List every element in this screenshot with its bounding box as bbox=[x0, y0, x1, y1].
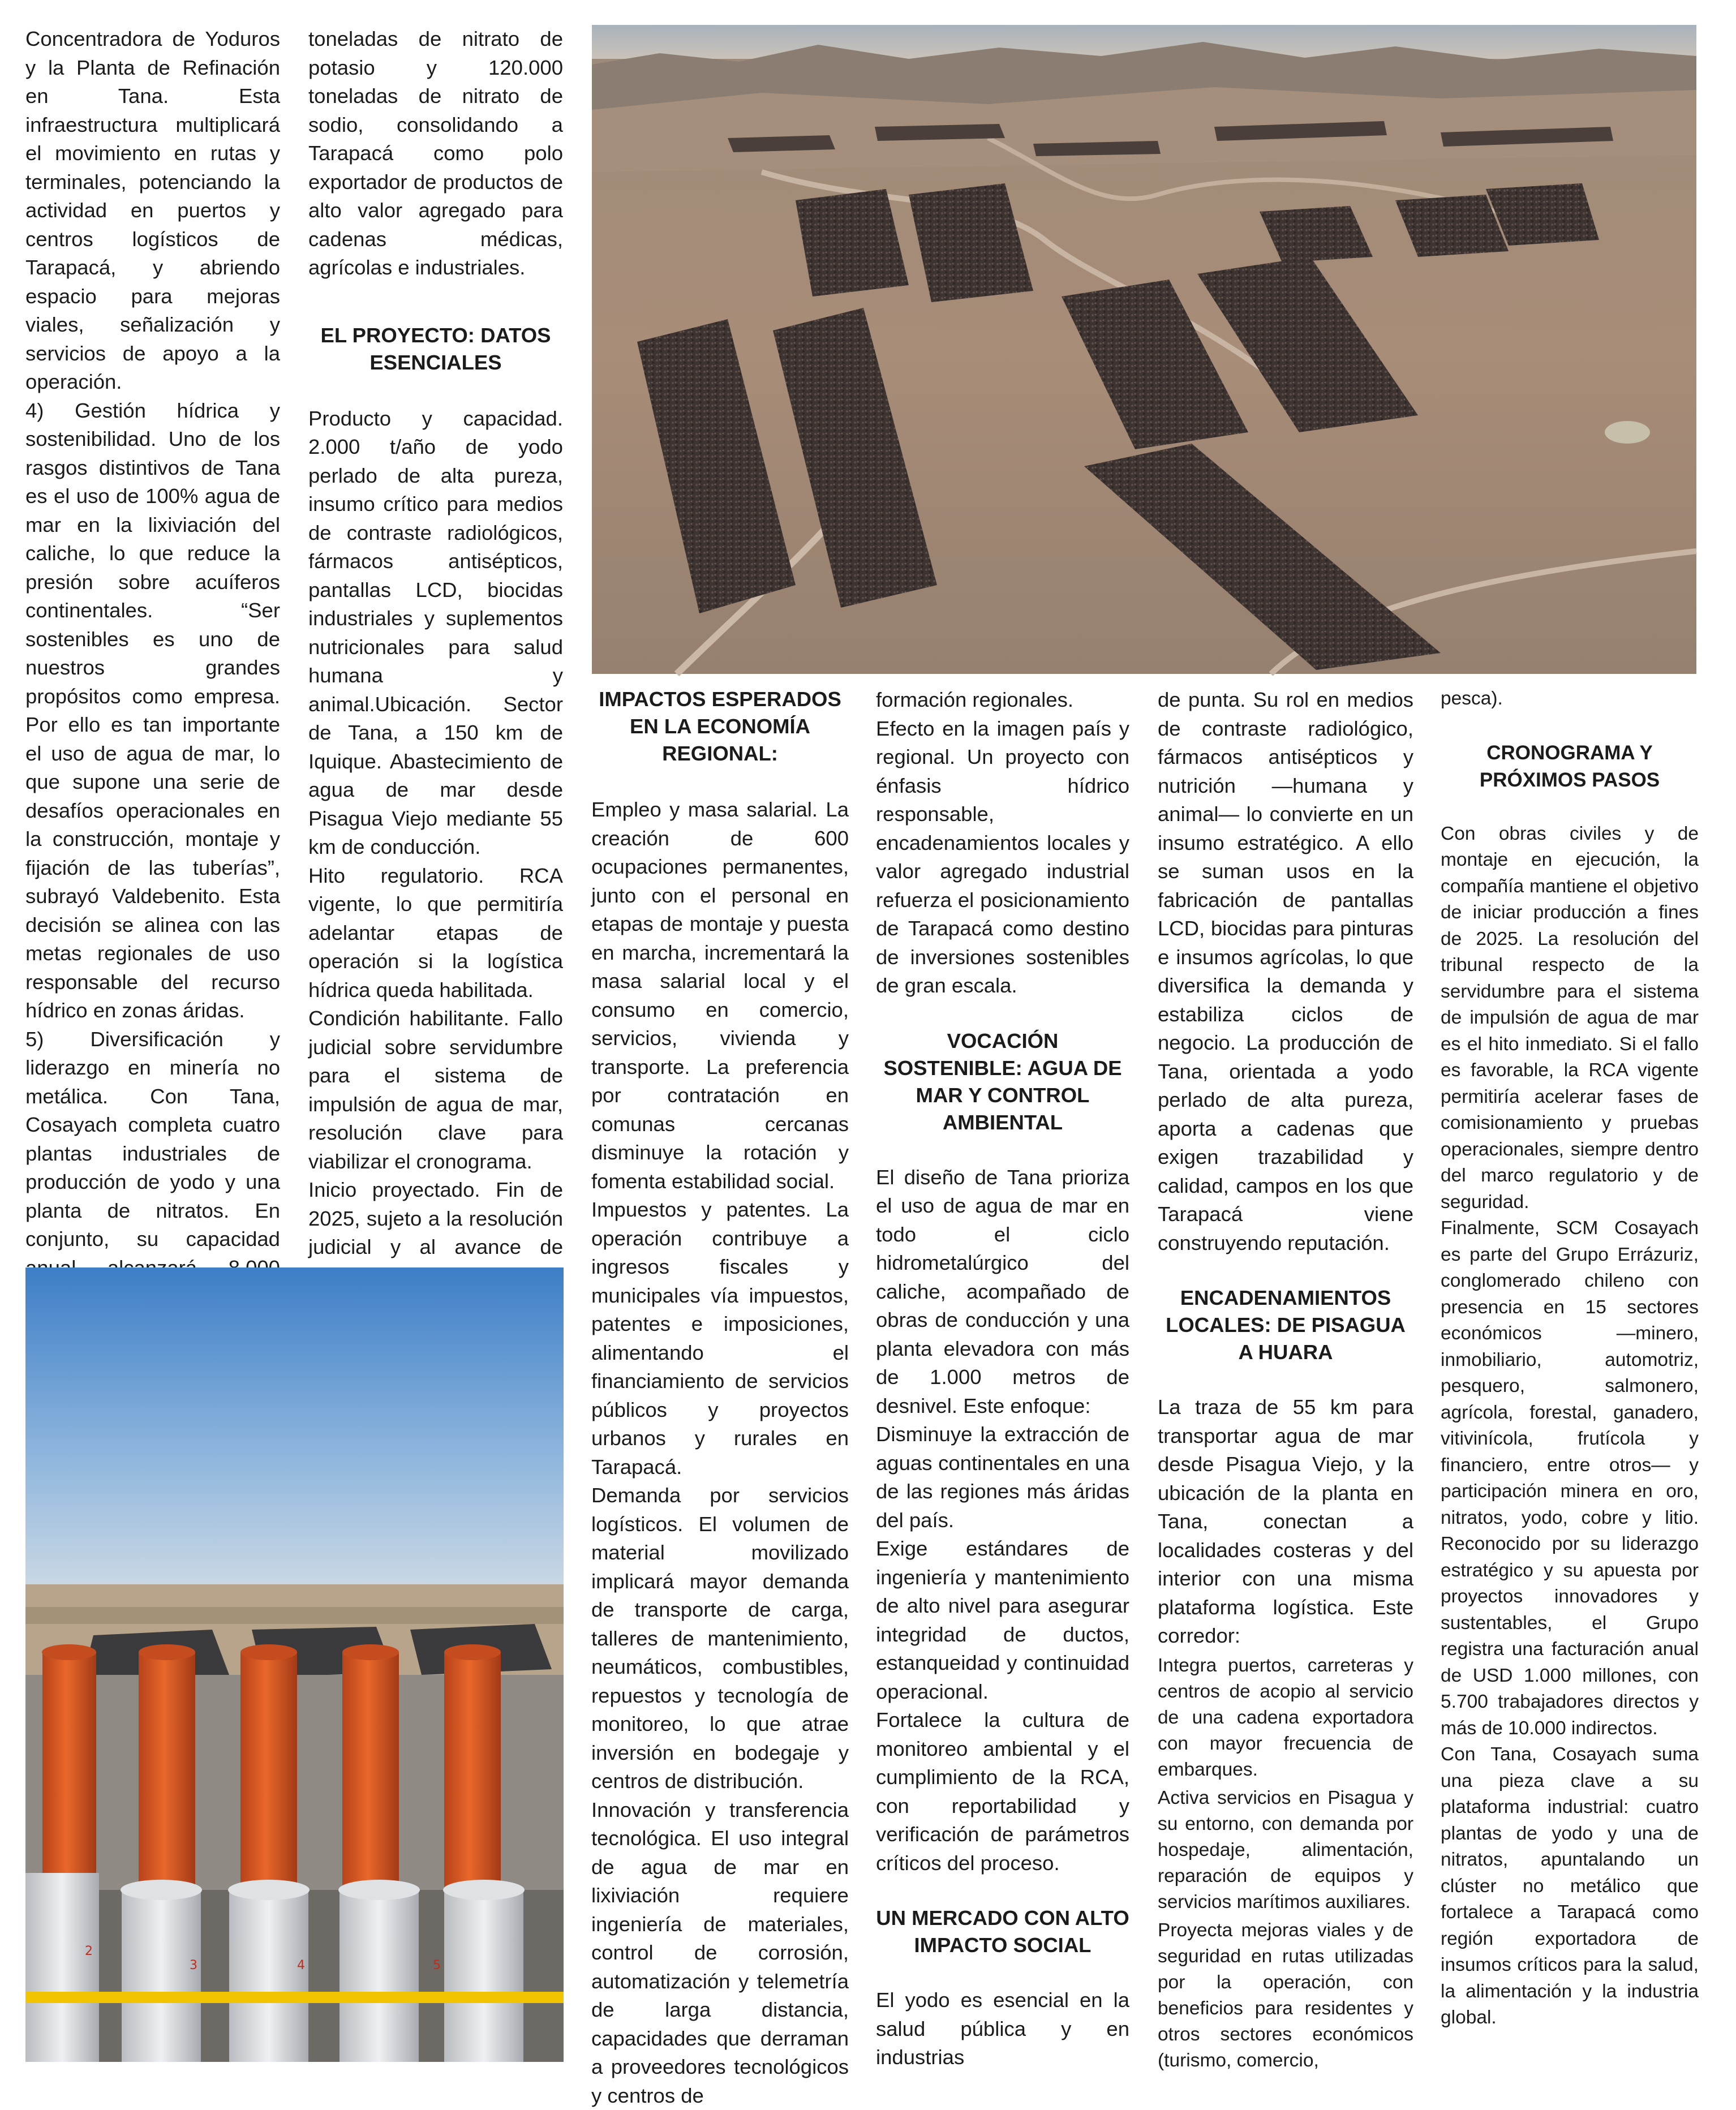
paragraph: El diseño de Tana prioriza el uso de agua de mar en todo el ciclo hidrometalúrgico del caliche, acompañado de obras de conducción y una planta elevadora con más de 1.000 metros de desnivel. Este enfoque: bbox=[876, 1163, 1129, 1421]
article-column-6 bbox=[1441, 686, 1699, 2031]
section-heading: ENCADENAMIENTOS LOCALES: DE PISAGUA A HUARA bbox=[1158, 1284, 1413, 1366]
paragraph: Demanda por servicios logísticos. El volumen de material movilizado implicará mayor demanda de transporte de carga, talleres de mantenimiento, neumáticos, combustibles, repuestos y tecnología de monitoreo, lo que atrae inversión en bodegaje y centros de distribución. bbox=[591, 1481, 849, 1796]
paragraph: 4) Gestión hídrica y sostenibilidad. Uno de los rasgos distintivos de Tana es el uso de 100% agua de mar en la lixiviación del caliche, lo que reduce la presión sobre acuíferos continentales. “Ser sostenibles es uno de nuestros grandes propósitos como empresa. Por ello es tan importante el uso de agua de mar, lo que supone una serie de desafíos operacionales en la construcción, montaje y fijación de las tuberías”, subrayó Valdebenito. Esta decisión se alinea con las metas regionales de uso responsable del recurso hídrico en zonas áridas. bbox=[25, 397, 280, 1025]
article-column-3 bbox=[591, 686, 849, 2110]
section-heading: EL PROYECTO: DATOS ESENCIALES bbox=[308, 322, 563, 376]
tank-number-label: 5 bbox=[433, 1958, 441, 1973]
article-column-5 bbox=[1158, 686, 1413, 2074]
paragraph: Exige estándares de ingeniería y mantenimiento de alto nivel para asegurar integridad de ductos, estanqueidad y continuidad operacional. bbox=[876, 1535, 1129, 1706]
aerial-photo-graphic bbox=[592, 25, 1696, 674]
aerial-leach-pads-photo bbox=[592, 25, 1696, 674]
paragraph: Finalmente, SCM Cosayach es parte del Grupo Errázuriz, conglomerado chileno con presencia en 15 sectores económicos —minero, inmobiliario, automotriz, pesquero, salmonero, agrícola, forestal, ganadero, vitivinícola, frutícola y financiero, entre otros— y participación minera en oro, nitratos, yodo, cobre y litio. Reconocido por su liderazgo estratégico y su apuesta por proyectos innovadores y sustentables, el Grupo registra una facturación anual de USD 1.000 millones, con 5.700 trabajadores directos y más de 10.000 indirectos. bbox=[1441, 1215, 1699, 1742]
paragraph: formación regionales. bbox=[876, 686, 1129, 715]
article-column-1 bbox=[25, 25, 280, 1339]
paragraph: pesca). bbox=[1441, 686, 1699, 712]
paragraph: Fortalece la cultura de monitoreo ambiental y el cumplimiento de la RCA, con reportabilidad y verificación de parámetros críticos del proceso. bbox=[876, 1706, 1129, 1877]
paragraph: Disminuye la extracción de aguas continentales en una de las regiones más áridas del país. bbox=[876, 1420, 1129, 1535]
section-heading: IMPACTOS ESPERADOS EN LA ECONOMÍA REGIONAL: bbox=[591, 686, 849, 767]
tank-number-label: 3 bbox=[190, 1958, 197, 1973]
paragraph: Empleo y masa salarial. La creación de 600 ocupaciones permanentes, junto con el personal en etapas de montaje y puesta en marcha, incrementará la masa salarial local y el consumo en comercio, servicios, vivienda y transporte. La preferencia por contratación en comunas cercanas disminuye la rotación y fomenta estabilidad social. bbox=[591, 796, 849, 1196]
section-heading: CRONOGRAMA Y PRÓXIMOS PASOS bbox=[1441, 740, 1699, 794]
tanks-photo-graphic bbox=[25, 1267, 564, 2062]
paragraph: Activa servicios en Pisagua y su entorno, con demanda por hospedaje, alimentación, reparación de equipos y servicios marítimos auxiliares. bbox=[1158, 1785, 1413, 1915]
paragraph: Efecto en la imagen país y regional. Un proyecto con énfasis hídrico responsable, encadenamientos locales y valor agregado industrial refuerza el posicionamiento de Tarapacá como destino de inversiones sostenibles de gran escala. bbox=[876, 715, 1129, 1000]
tank-number-label: 2 bbox=[85, 1944, 93, 1958]
paragraph: El yodo es esencial en la salud pública y en industrias bbox=[876, 1986, 1129, 2072]
section-heading: UN MERCADO CON ALTO IMPACTO SOCIAL bbox=[876, 1905, 1129, 1959]
plant-tanks-photo bbox=[25, 1267, 564, 2062]
paragraph: Concentradora de Yoduros y la Planta de Refinación en Tana. Esta infraestructura multiplicará el movimiento en rutas y terminales, potenciando la actividad en puertos y centros logísticos de Tarapacá, y abriendo espacio para mejoras viales, señalización y servicios de apoyo a la operación. bbox=[25, 25, 280, 397]
paragraph: Inicio proyectado. Fin de 2025, sujeto a la resolución judicial y al avance de bbox=[308, 1176, 563, 1290]
tank-number-label: 4 bbox=[297, 1958, 305, 1973]
paragraph: Hito regulatorio. RCA vigente, lo que permitiría adelantar etapas de operación si la logística hídrica queda habilitada. bbox=[308, 862, 563, 1005]
paragraph: Condición habilitante. Fallo judicial sobre servidumbre para el sistema de impulsión de agua de mar, resolución clave para viabilizar el cronograma. bbox=[308, 1004, 563, 1176]
paragraph: 5) Diversificación y liderazgo en minería no metálica. Con Tana, Cosayach completa cuatro plantas industriales de producción de yodo y una planta de nitratos. En conjunto, su capacidad bbox=[25, 1025, 280, 1340]
paragraph: Innovación y transferencia tecnológica. El uso integral de agua de mar en lixiviación requiere ingeniería de materiales, control de corrosión, automatización y telemetría de larga distancia, capacidades que derraman a proveedores tecnológicos y centros de bbox=[591, 1796, 849, 2110]
paragraph: Impuestos y patentes. La operación contribuye a ingresos fiscales y municipales vía impuestos, patentes e imposiciones, alimentando el financiamiento de servicios públicos y proyectos urbanos y rurales en Tarapacá. bbox=[591, 1196, 849, 1481]
paragraph: de punta. Su rol en medios de contraste radiológico, fármacos antisépticos y nutrición —humana y animal— lo convierte en un insumo estratégico. A ello se suman usos en la fabricación de pantallas LCD, biocidas para pinturas e insumos agrícolas, lo que diversifica la demanda y estabiliza ciclos de negocio. La producción de Tana, orientada a yodo perlado de alta pureza, aporta a cadenas que exigen trazabilidad y calidad, campos en los que Tarapacá viene construyendo reputación. bbox=[1158, 686, 1413, 1257]
section-heading: VOCACIÓN SOSTENIBLE: AGUA DE MAR Y CONTROL AMBIENTAL bbox=[876, 1028, 1129, 1136]
paragraph: toneladas de nitrato de potasio y 120.000 toneladas de nitrato de sodio, consolidando a Tarapacá como polo exportador de productos de alto valor agregado para cadenas médicas, agrícolas e industriales. bbox=[308, 25, 563, 282]
paragraph: Producto y capacidad. 2.000 t/año de yodo perlado de alta pureza, insumo crítico para medios de contraste radiológicos, fármacos antisépticos, pantallas LCD, biocidas industriales y suplementos nutricionales para salud humana y animal.Ubicación. Sector de Tana, a 150 km de Iquique. Abastecimiento de agua de mar desde Pisagua Viejo mediante 55 km de conducción. bbox=[308, 405, 563, 862]
paragraph: Con Tana, Cosayach suma una pieza clave a su plataforma industrial: cuatro plantas de yodo y una de nitratos, apuntalando un clúster no metálico que fortalece a Tarapacá como región exportadora de insumos críticos para la salud, la alimentación y la industria global. bbox=[1441, 1742, 1699, 2031]
article-column-4 bbox=[876, 686, 1129, 2072]
paragraph: Con obras civiles y de montaje en ejecución, la compañía mantiene el objetivo de iniciar producción a fines de 2025. La resolución del tribunal respecto de la servidumbre para el sistema de impulsión de agua de mar es el hito inmediato. Si el fallo es favorable, la RCA vigente permitiría acelerar fases de comisionamiento y pruebas operacionales, siempre dentro del marco regulatorio y de seguridad. bbox=[1441, 821, 1699, 1216]
paragraph: Integra puertos, carreteras y centros de acopio al servicio de una cadena exportadora con mayor frecuencia de embarques. bbox=[1158, 1653, 1413, 1783]
article-column-2 bbox=[308, 25, 563, 1290]
paragraph: Proyecta mejoras viales y de seguridad en rutas utilizadas por la operación, con beneficios para residentes y otros sectores económicos (turismo, comercio, bbox=[1158, 1918, 1413, 2074]
paragraph: La traza de 55 km para transportar agua de mar desde Pisagua Viejo, y la ubicación de la planta en Tana, conectan a localidades costeras y del interior con una misma plataforma logística. Este corredor: bbox=[1158, 1393, 1413, 1651]
